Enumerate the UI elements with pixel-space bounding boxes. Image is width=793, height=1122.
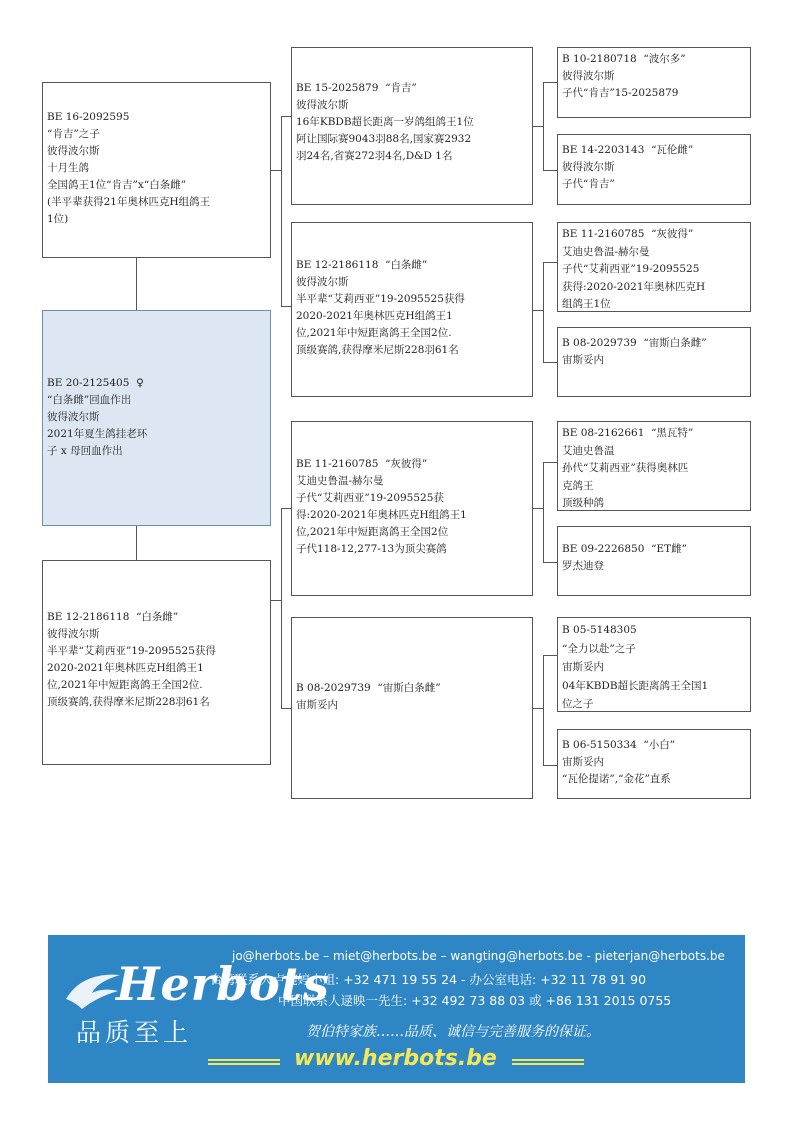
connector xyxy=(543,462,544,562)
dam-sire-card: BE 11-2160785 “灰彼得” 艾迪史鲁温-赫尔曼 子代“艾莉西亚”19-2095525获 得:2020-2021年奥林匹克H组鸽王1 位,2021年中短距离鸽王全国2位 子代118-12,277-13为顶尖赛鸽 xyxy=(291,421,533,596)
dam-dam-card: B 08-2029739 “宙斯白条雌” 宙斯妥内 xyxy=(291,617,533,799)
dss-card: BE 08-2162661 “黑瓦特” 艾迪史鲁温 孙代“艾莉西亚”获得奥林匹 克鸽王 顶级种鸽 xyxy=(557,421,751,511)
connector xyxy=(281,508,291,509)
connector xyxy=(281,508,282,708)
sds-card: BE 11-2160785 “灰彼得” 艾迪史鲁温-赫尔曼 子代“艾莉西亚”19-2095525 获得:2020-2021年奥林匹克H 组鸽王1位 xyxy=(557,222,751,312)
connector xyxy=(281,708,291,709)
footer-banner xyxy=(48,935,745,1083)
connector xyxy=(533,310,543,311)
divider-left xyxy=(208,1059,280,1061)
sire-sire-card: BE 15-2025879 “肯吉” 彼得波尔斯 16年KBDB超长距离一岁鸽组鸽王1位 阿让国际赛9043羽88名,国家赛2932 羽24名,省赛272羽4名,D&D 1名 xyxy=(291,47,533,205)
sire-dam-card: BE 12-2186118 “白条雌” 彼得波尔斯 半平辈“艾莉西亚”19-2095525获得 2020-2021年奥林匹克H组鸽王1 位,2021年中短距离鸽王全国2位. 顶级赛鸽,获得摩米尼斯228羽61名 xyxy=(291,222,533,397)
tagline: 贺伯特家族……品质、诚信与完善服务的保证。 xyxy=(306,1024,600,1040)
email-line[interactable]: jo@herbots.be – miet@herbots.be – wangting@herbots.be - pieterjan@herbots.be xyxy=(232,949,725,963)
divider-left xyxy=(208,1063,280,1065)
connector xyxy=(543,655,544,765)
connector xyxy=(533,508,543,509)
connector xyxy=(543,170,557,171)
connector xyxy=(543,765,557,766)
connector xyxy=(281,116,282,306)
connector xyxy=(281,306,291,307)
connector xyxy=(271,600,281,601)
connector xyxy=(543,262,544,362)
connector xyxy=(533,708,543,709)
dds-card: B 05-5148305 “全力以赴”之子 宙斯妥内 04年KBDB超长距离鸽王全国1 位之子 xyxy=(557,617,751,712)
connector xyxy=(281,116,291,117)
sdd-card: B 08-2029739 “宙斯白条雌” 宙斯妥内 xyxy=(557,327,751,397)
taiwan-contact: 台湾联系人卢婉婷小姐: +32 471 19 55 24 - 办公室电话: +32 11 78 91 90 xyxy=(210,972,647,987)
connector xyxy=(543,362,557,363)
connector xyxy=(533,126,543,127)
connector xyxy=(136,258,137,310)
slogan: 品质至上 xyxy=(76,1018,193,1047)
ddd-card: B 06-5150334 “小白” 宙斯妥内 “瓦伦提诺”,“金花”直系 xyxy=(557,729,751,799)
dsd-card: BE 09-2226850 “ET雌” 罗杰迪登 xyxy=(557,526,751,596)
connector xyxy=(136,526,137,560)
website-link[interactable]: www.herbots.be xyxy=(294,1046,497,1071)
china-contact: 中国联系人逯映一先生: +32 492 73 88 03 或 +86 131 2015 0755 xyxy=(278,993,672,1008)
connector xyxy=(271,170,281,171)
connector xyxy=(543,262,557,263)
connector xyxy=(543,462,557,463)
sire-card: BE 16-2092595 “肯吉”之子 彼得波尔斯 十月生鸽 全国鸽王1位“肯吉”x“白条雌” (半平辈获得21年奥林匹克H组鸽王 1位) xyxy=(42,82,271,258)
divider-right xyxy=(512,1059,584,1061)
ssd-card: BE 14-2203143 “瓦伦雌” 彼得波尔斯 子代“肯吉” xyxy=(557,134,751,205)
divider-right xyxy=(512,1063,584,1065)
sss-card: B 10-2180718 “波尔多” 彼得波尔斯 子代“肯吉”15-2025879 xyxy=(557,47,751,118)
connector xyxy=(543,655,557,656)
brand-name: Herbots xyxy=(116,957,330,1011)
subject-card: BE 20-2125405 ♀ “白条雌”回血作出 彼得波尔斯 2021年夏生鸽挂老环 子 x 母回血作出 xyxy=(42,310,271,526)
connector xyxy=(543,82,557,83)
pigeon-wing-icon xyxy=(64,969,124,1019)
connector xyxy=(543,562,557,563)
connector xyxy=(543,82,544,170)
dam-card: BE 12-2186118 “白条雌” 彼得波尔斯 半平辈“艾莉西亚”19-2095525获得 2020-2021年奥林匹克H组鸽王1 位,2021年中短距离鸽王全国2位. 顶级赛鸽,获得摩米尼斯228羽61名 xyxy=(42,560,271,765)
